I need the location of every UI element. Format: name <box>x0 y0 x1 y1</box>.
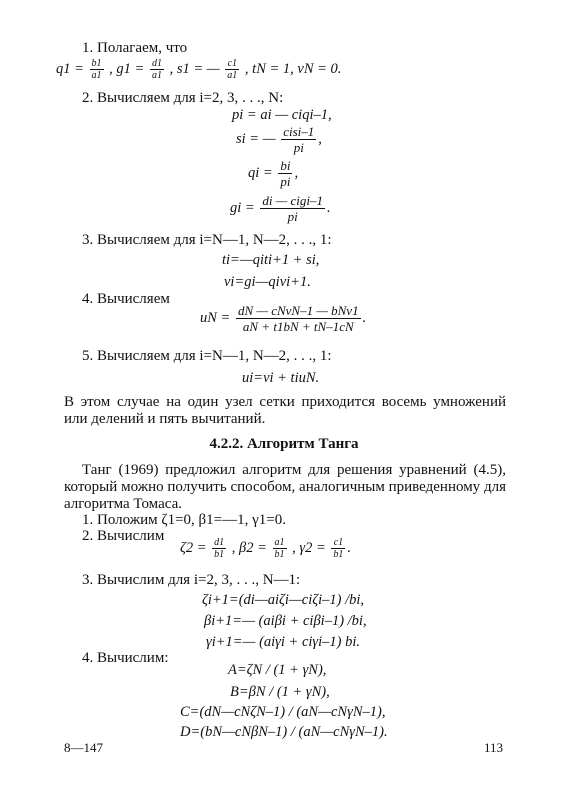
q-num: bi <box>280 158 291 173</box>
q-fraction <box>278 158 292 189</box>
formula-q <box>248 158 298 189</box>
tang-step-2: 2. Вычислим <box>82 528 165 544</box>
s-lhs: si = — <box>236 130 276 147</box>
gamma2-lhs: , γ2 = <box>292 539 326 556</box>
q-lhs: qi = <box>248 164 273 181</box>
q-den: pi <box>280 174 291 189</box>
g-num: di — cigi–1 <box>262 193 323 208</box>
paragraph-1-line-1: В этом случае на один узел сетки приходится восемь умножений <box>64 394 506 410</box>
s1-fraction <box>225 58 239 81</box>
gamma2-den: b1 <box>333 549 344 560</box>
g-lhs: gi = <box>230 199 255 216</box>
g-den: pi <box>260 208 325 224</box>
gamma2-fraction <box>331 537 345 560</box>
q1-lhs: q1 = <box>56 60 84 77</box>
formula-s <box>236 124 322 155</box>
footer-signature: 8—147 <box>64 740 103 755</box>
uN-end: . <box>362 309 367 326</box>
q-end: , <box>294 164 299 181</box>
s-den: pi <box>281 139 316 155</box>
tang-init-end: . <box>347 539 352 556</box>
s1-num: c1 <box>227 58 238 69</box>
uN-lhs: uN = <box>200 309 231 326</box>
zeta2-num: d1 <box>214 537 225 548</box>
zeta2-lhs: ζ2 = <box>180 539 207 556</box>
step-2: 2. Вычисляем для i=2, 3, . . ., N: <box>82 90 284 106</box>
page-number: 113 <box>484 740 504 755</box>
section-heading: 4.2.2. Алгоритм Танга <box>209 436 359 452</box>
uN-num: dN — cNvN–1 — bNv1 <box>237 303 359 318</box>
g1-fraction <box>150 58 164 81</box>
formula-g <box>230 193 331 224</box>
g1-num: d1 <box>151 58 162 69</box>
beta2-lhs: , β2 = <box>231 539 267 556</box>
formula-gamma: γi+1=— (aiγi + ciγi–1) bi. <box>206 634 361 650</box>
paragraph-2-line-3: алгоритма Томаса. <box>64 496 182 512</box>
init-tail: , tN = 1, vN = 0. <box>244 60 342 77</box>
s-num: cisi–1 <box>283 124 315 139</box>
step-4: 4. Вычисляем <box>82 291 170 307</box>
beta2-num: a1 <box>274 537 285 548</box>
formula-C: C=(dN—cNζN–1) / (aN—cNγN–1), <box>180 704 386 720</box>
s1-den: a1 <box>227 70 238 81</box>
paragraph-1-line-2: или делений и пять вычитаний. <box>64 411 266 427</box>
formula-D: D=(bN—cNβN–1) / (aN—cNγN–1). <box>180 724 388 740</box>
formula-beta: βi+1=— (aiβi + ciβi–1) /bi, <box>204 613 367 629</box>
step-1: 1. Полагаем, что <box>82 40 188 56</box>
formula-p: pi = ai — ciqi–1, <box>232 107 332 123</box>
formula-u: ui=vi + tiuN. <box>242 370 320 386</box>
uN-fraction <box>236 303 361 334</box>
g1-den: a1 <box>151 70 162 81</box>
s1-lhs: , s1 = — <box>169 60 220 77</box>
tang-step-3: 3. Вычислим для i=2, 3, . . ., N—1: <box>82 572 301 588</box>
paragraph-2 <box>64 462 506 513</box>
uN-den: aN + t1bN + tN–1cN <box>236 318 361 334</box>
tang-step-4: 4. Вычислим: <box>82 650 169 666</box>
zeta2-den: b1 <box>214 549 225 560</box>
step-5: 5. Вычисляем для i=N—1, N—2, . . ., 1: <box>82 348 332 364</box>
paragraph-2-line-2: который можно получить способом, аналогичным приведенному для <box>64 479 506 495</box>
q1-num: b1 <box>91 58 102 69</box>
formula-B: B=βN / (1 + γN), <box>230 684 330 700</box>
init-formula <box>56 58 341 81</box>
q1-den: a1 <box>91 70 102 81</box>
s-end: , <box>318 130 322 147</box>
g-end: . <box>327 199 331 216</box>
formula-uN <box>200 303 366 334</box>
g1-lhs: , g1 = <box>109 60 145 77</box>
formula-zeta: ζi+1=(di—aiζi—ciζi–1) /bi, <box>202 592 365 608</box>
s-fraction <box>281 124 316 155</box>
paragraph-1 <box>64 394 506 428</box>
beta2-fraction <box>273 537 287 560</box>
tang-init-formula <box>180 537 351 560</box>
formula-t: ti=—qiti+1 + si, <box>222 252 320 268</box>
gamma2-num: c1 <box>333 537 344 548</box>
g-fraction <box>260 193 325 224</box>
formula-v: vi=gi—qivi+1. <box>224 274 311 290</box>
step-3: 3. Вычисляем для i=N—1, N—2, . . ., 1: <box>82 232 332 248</box>
formula-A: A=ζN / (1 + γN), <box>228 662 327 678</box>
q1-fraction <box>90 58 104 81</box>
paragraph-2-line-1: Танг (1969) предложил алгоритм для решения уравнений (4.5), <box>82 462 506 478</box>
zeta2-fraction <box>212 537 226 560</box>
beta2-den: b1 <box>274 549 285 560</box>
tang-step-1: 1. Положим ζ1=0, β1=—1, γ1=0. <box>82 512 286 528</box>
